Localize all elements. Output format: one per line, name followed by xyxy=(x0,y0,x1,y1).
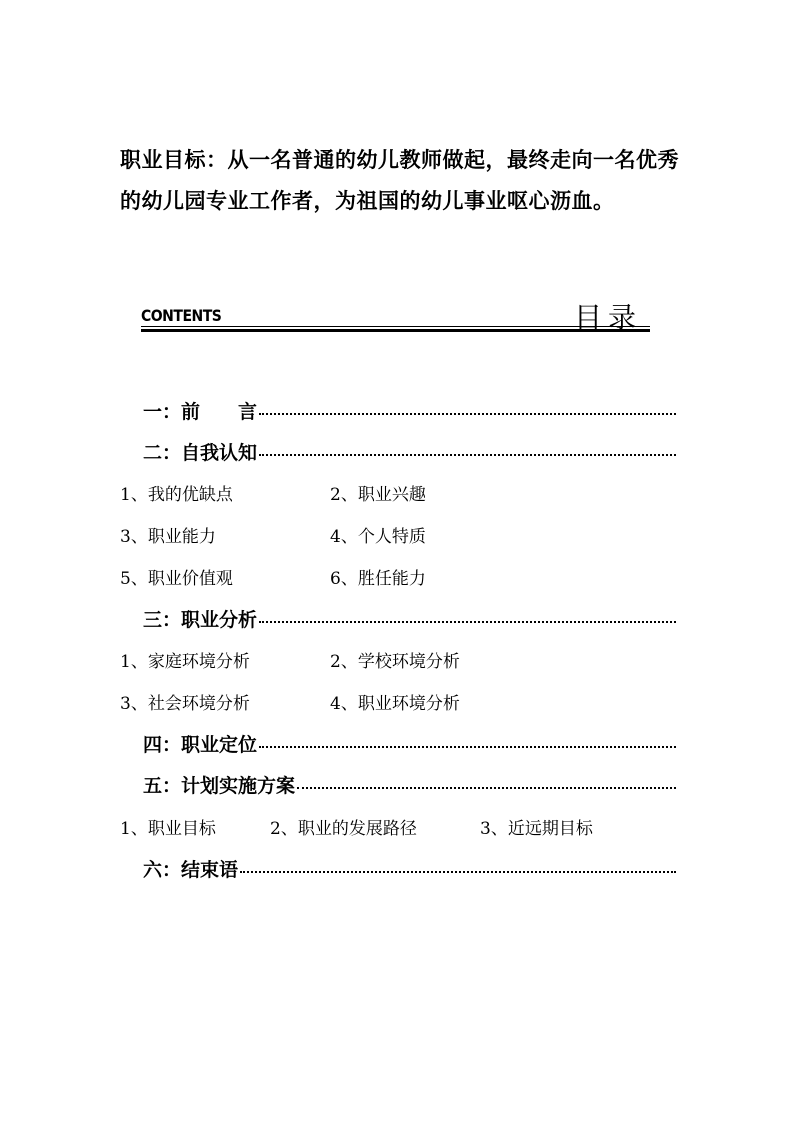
toc-item[interactable]: 1、我的优缺点 xyxy=(120,485,233,505)
toc-heading-label: 三：职业分析 xyxy=(143,609,258,631)
contents-label: CONTENTS xyxy=(141,307,222,326)
toc-heading-self-awareness[interactable] xyxy=(143,438,676,465)
header-rule-thick xyxy=(141,329,650,332)
toc-item[interactable]: 5、职业价值观 xyxy=(120,569,233,589)
toc-heading-label: 二：自我认知 xyxy=(143,442,258,464)
toc-heading-career-positioning[interactable] xyxy=(143,730,676,757)
dot-leader xyxy=(240,871,676,873)
toc-header xyxy=(141,296,650,338)
toc-item[interactable]: 2、职业的发展路径 xyxy=(270,819,417,839)
toc-item[interactable]: 3、社会环境分析 xyxy=(120,694,250,714)
toc-heading-label: 五：计划实施方案 xyxy=(143,775,296,797)
toc-item[interactable]: 3、近远期目标 xyxy=(480,819,593,839)
toc-heading-label: 一：前 言 xyxy=(143,401,258,423)
toc-item[interactable]: 6、胜任能力 xyxy=(330,569,426,589)
dot-leader xyxy=(259,746,676,748)
toc-item[interactable]: 3、职业能力 xyxy=(120,527,216,547)
dot-leader xyxy=(259,621,676,623)
dot-leader xyxy=(259,413,676,415)
toc-heading-preface[interactable] xyxy=(143,397,676,424)
toc-heading-conclusion[interactable] xyxy=(143,855,676,882)
toc-heading-implementation-plan[interactable] xyxy=(143,771,676,798)
toc-item[interactable]: 1、家庭环境分析 xyxy=(120,652,250,672)
dot-leader xyxy=(259,454,676,456)
mulu-title: 目录 xyxy=(573,301,642,334)
toc-item[interactable]: 2、职业兴趣 xyxy=(330,485,426,505)
dot-leader xyxy=(297,787,676,789)
toc-heading-label: 六：结束语 xyxy=(143,859,239,881)
toc-item[interactable]: 4、职业环境分析 xyxy=(330,694,460,714)
header-rule-thin xyxy=(141,326,650,327)
toc-heading-label: 四：职业定位 xyxy=(143,734,258,756)
toc-item[interactable]: 2、学校环境分析 xyxy=(330,652,460,672)
toc-heading-career-analysis[interactable] xyxy=(143,605,676,632)
career-goal-paragraph: 职业目标：从一名普通的幼儿教师做起，最终走向一名优秀的幼儿园专业工作者，为祖国的幼儿事业呕心沥血。 xyxy=(120,148,679,213)
toc-item[interactable]: 4、个人特质 xyxy=(330,527,426,547)
toc-item[interactable]: 1、职业目标 xyxy=(120,819,216,839)
